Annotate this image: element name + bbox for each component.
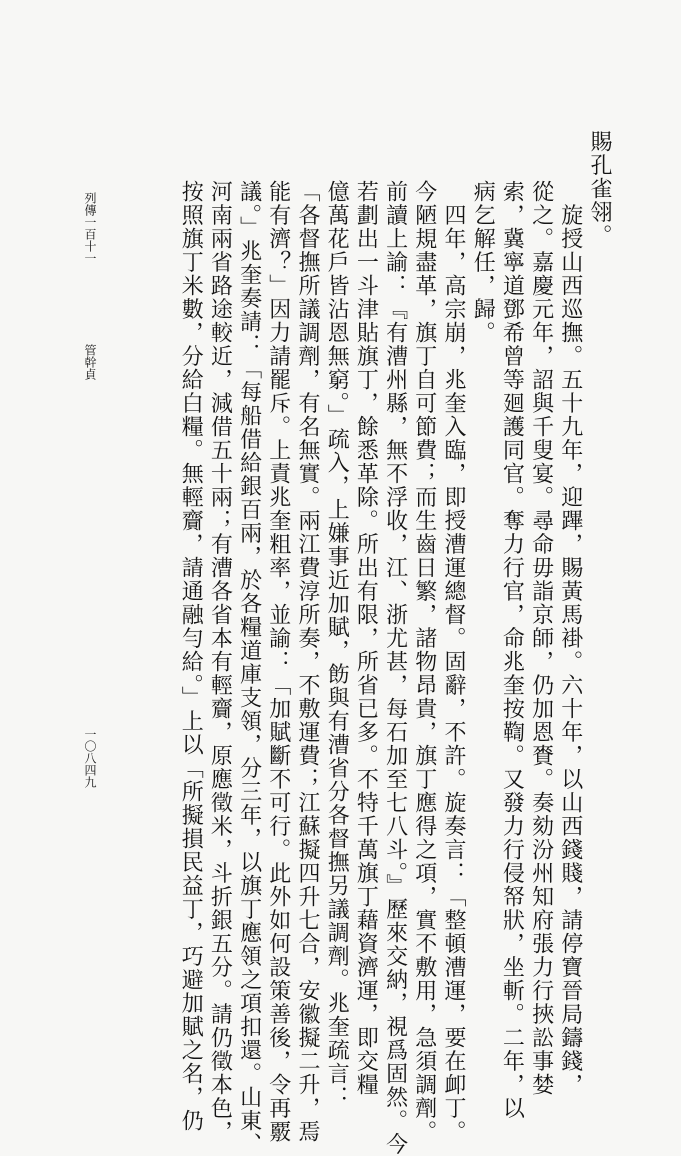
text-column-15: 按照旗丁米數，分給白糧。無輕齎，請通融勻給。」上以「所擬損民益丁，巧避加賦之名，仍 (178, 180, 204, 1133)
text-column-3: 從之。嘉慶元年，詔與千叟宴。尋命毋詣京師，仍加恩賚。奏劾汾州知府張力行挾訟事婪 (528, 180, 554, 1097)
running-head-name: 管幹貞 (83, 344, 97, 380)
text-column-7: 今陋規盡革，旗丁自可節費；而生齒日繁，諸物昂貴，旗丁應得之項，實不敷用，急須調劑。 (411, 180, 437, 1144)
text-column-12: 能有濟？」因力請罷斥。上責兆奎粗率，並諭：「加賦斷不可行。此外如何設策善後，令再覈 (265, 180, 291, 1144)
running-head-section: 列傳一百十一 (83, 192, 97, 264)
text-column-5: 病乞解任，歸。 (470, 180, 496, 345)
text-column-13: 議。」兆奎奏請：「每船借給銀百兩，於各糧道庫支領，分三年，以旗丁應領之項扣還。山東、 (236, 180, 262, 1156)
text-column-8: 前讀上諭：『有漕州縣，無不浮收，江、浙尤甚，每石加至七八斗。』歷來交納，視爲固然。今 (382, 180, 408, 1156)
text-column-6: 四年，高宗崩，兆奎入臨，即授漕運總督。固辭，不許。旋奏言：「整頓漕運，要在卹丁。 (441, 180, 466, 1144)
text-column-1: 賜孔雀翎。 (587, 130, 612, 248)
text-column-9: 若劃出一斗津貼旗丁，餘悉革除。所出有限，所省已多。不特千萬旗丁藉資濟運，即交糧 (353, 180, 379, 1097)
text-column-2: 旋授山西巡撫。五十九年，迎蹕，賜黃馬褂。六十年，以山西錢賤，請停寶晉局鑄錢， (557, 180, 583, 1097)
text-column-14: 河南兩省路途較近，減借五十兩；有漕各省本有輕齎，原應徵米，斗折銀五分。請仍徵本色， (207, 180, 233, 1144)
text-column-4: 索，冀寧道鄧希曾等廻護同官。奪力行官，命兆奎按鞫。又發力行侵帑狀，坐斬。二年，以 (499, 180, 525, 1120)
text-column-11: 「各督撫所議調劑，有名無實。兩江費淳所奏，不敷運費；江蘇擬四升七合，安徽擬二升，焉 (295, 180, 320, 1144)
text-column-10: 億萬花戶皆沾恩無窮。」疏入，上嫌事近加賦，飭與有漕省分各督撫另議調劑。兆奎疏言： (324, 180, 350, 1109)
page-number: 一〇八四九 (83, 728, 97, 788)
